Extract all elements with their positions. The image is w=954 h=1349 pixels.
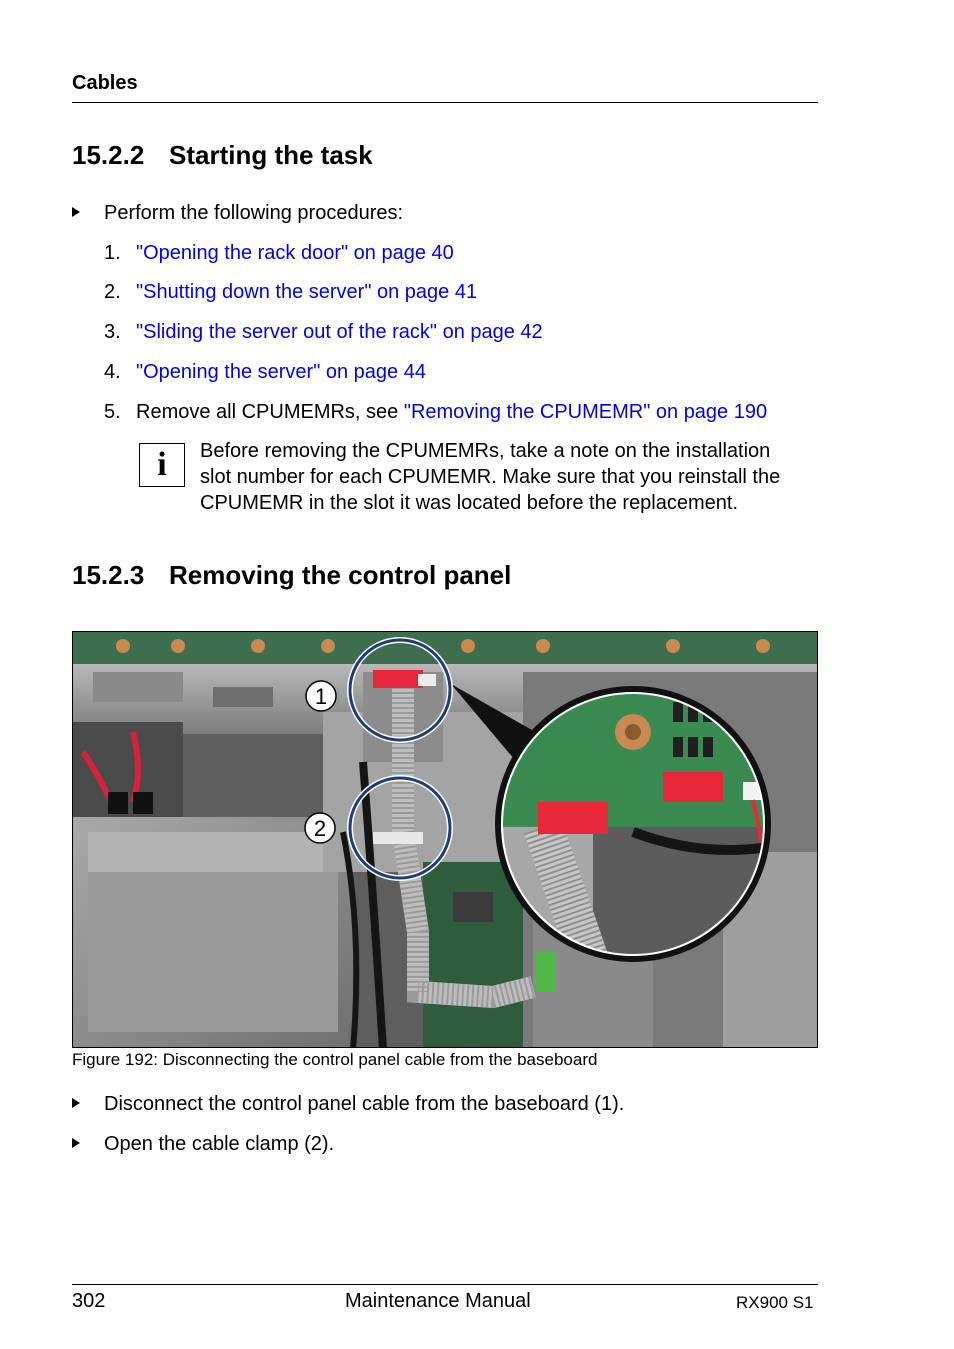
- svg-text:2: 2: [313, 816, 327, 841]
- section-title: Starting the task: [169, 140, 373, 170]
- step-1: 1. "Opening the rack door" on page 40: [104, 242, 454, 264]
- manual-title: Maintenance Manual: [345, 1290, 531, 1312]
- bullet-arrow-icon: [72, 1098, 80, 1108]
- page-number: 302: [72, 1290, 106, 1312]
- link-opening-rack-door[interactable]: "Opening the rack door" on page 40: [136, 242, 454, 264]
- bullet-arrow-icon: [72, 1138, 80, 1148]
- svg-text:1: 1: [314, 684, 328, 709]
- section-number: 15.2.2: [72, 140, 145, 170]
- section-heading-starting-task: [72, 140, 373, 171]
- section-title: Removing the control panel: [169, 560, 512, 590]
- section-heading-removing-control-panel: [72, 560, 511, 591]
- callout-2: [305, 813, 335, 843]
- info-icon: i: [139, 443, 185, 487]
- product-name: RX900 S1: [736, 1293, 814, 1312]
- link-shutting-down-server[interactable]: "Shutting down the server" on page 41: [136, 281, 478, 303]
- info-note: Before removing the CPUMEMRs, take a note on the installation slot number for each CPUMEMR. Make sure that you reinstall the CPUMEMR in the slot it was located before the replacement.: [200, 440, 781, 514]
- callout-1: [306, 681, 336, 711]
- section-number: 15.2.3: [72, 560, 145, 590]
- step-3: 3. "Sliding the server out of the rack" on page 42: [104, 321, 543, 343]
- link-opening-server[interactable]: "Opening the server" on page 44: [136, 361, 426, 383]
- link-removing-cpumemr[interactable]: "Removing the CPUMEMR" on page 190: [403, 401, 768, 423]
- running-header: Cables: [72, 72, 138, 94]
- footer-rule: [72, 1284, 818, 1285]
- server-internals-illustration: [73, 632, 818, 1048]
- step-2: 2. "Shutting down the server" on page 41: [104, 281, 478, 303]
- link-sliding-server-out[interactable]: "Sliding the server out of the rack" on page 42: [136, 321, 543, 343]
- figure-caption: Figure 192: Disconnecting the control panel cable from the baseboard: [72, 1050, 598, 1069]
- figure-photo: [72, 631, 818, 1048]
- header-rule: [72, 102, 818, 103]
- step-5: 5. Remove all CPUMEMRs, see "Removing the CPUMEMR" on page 190: [104, 401, 768, 423]
- bullet-arrow-icon: [72, 207, 80, 217]
- step-4: 4. "Opening the server" on page 44: [104, 361, 426, 383]
